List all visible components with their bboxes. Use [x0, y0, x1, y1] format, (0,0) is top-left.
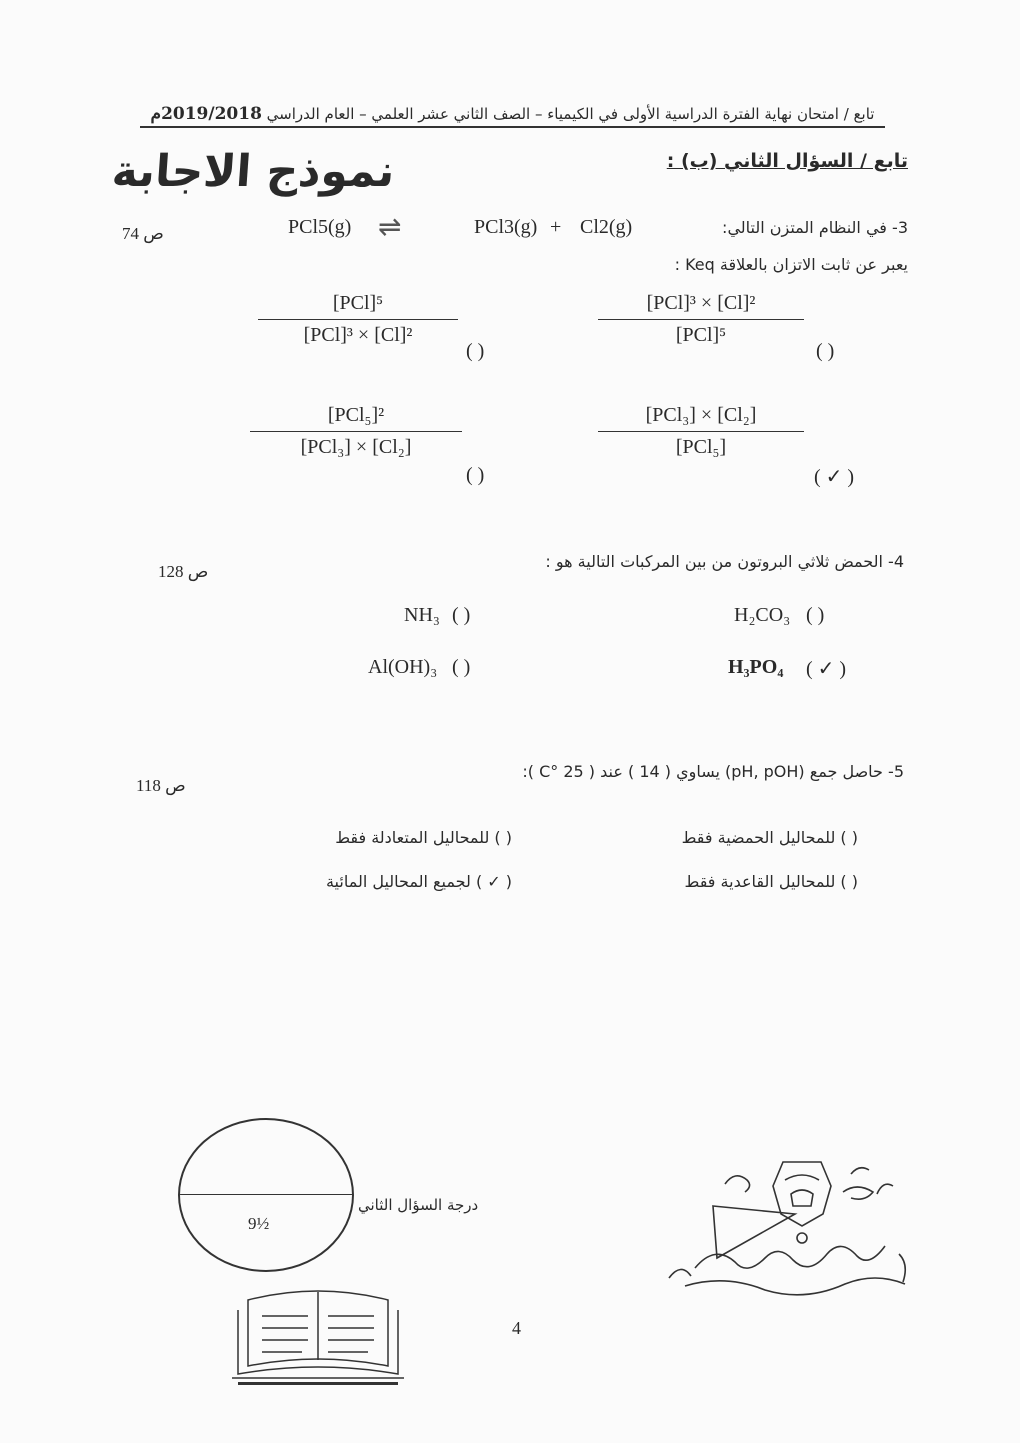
grade-oval [178, 1118, 354, 1272]
q3-product-1: PCl3(g) [474, 216, 538, 238]
q4-prompt: 4- الحمض ثلاثي البروتون من بين المركبات التالية هو : [545, 552, 904, 571]
q5-option-all-aqueous [326, 872, 512, 891]
q3-option-2-denominator: [PCl]⁵ [675, 324, 727, 346]
q4-option-nh3: NH₃ [404, 604, 440, 626]
q5-option-acidic [682, 828, 858, 847]
q3-prompt: 3- في النظام المتزن التالي: [722, 218, 908, 237]
ministry-emblem-icon [655, 1158, 930, 1298]
q4-option-h3po4: H₃PO₄ [728, 656, 784, 678]
q4-option-h2co3: H₂CO₃ [734, 604, 791, 626]
q3-page-ref: ص 74 [122, 224, 164, 243]
answer-key-title: نموذج الاجابة [110, 146, 397, 197]
q3-option-1 [258, 292, 458, 347]
q3-option-3 [250, 404, 462, 459]
q3-option-3-mark: ( ) [466, 464, 485, 486]
q3-plus: + [550, 216, 562, 238]
q5-option-neutral-mark: ( ) [494, 828, 512, 847]
q3-option-1-mark: ( ) [466, 340, 485, 362]
q4-option-aloh3: Al(OH)₃ [368, 656, 438, 678]
q3-option-2 [598, 292, 804, 347]
q4-option-nh3-mark: ( ) [452, 604, 471, 626]
q4-option-h3po4-mark: ( ✓ ) [806, 658, 847, 680]
grade-value: 9½ [248, 1214, 270, 1233]
open-book-stamp-icon [218, 1282, 418, 1392]
q5-option-all-aqueous-mark: ( ✓ ) [475, 872, 512, 891]
q3-option-2-mark: ( ) [816, 340, 835, 362]
q3-option-3-denominator: [PCl₃] × [Cl₂] [300, 436, 412, 458]
q5-option-basic-text: للمحاليل القاعدية فقط [684, 872, 836, 891]
exam-header [140, 104, 885, 128]
section-title: تابع / السؤال الثاني (ب) : [666, 150, 908, 172]
q3-option-3-numerator: [PCl₅]² [327, 404, 385, 426]
grade-oval-divider [180, 1194, 352, 1195]
exam-year: 2019/2018م [150, 104, 262, 124]
q3-product-2: Cl2(g) [580, 216, 633, 238]
q3-option-2-numerator: [PCl]³ × [Cl]² [646, 292, 756, 314]
page-number: 4 [512, 1318, 521, 1338]
q5-option-basic-mark: ( ) [840, 872, 858, 891]
grading-committee-stamp [218, 1282, 418, 1396]
q3-option-4-numerator: [PCl₃] × [Cl₂] [645, 404, 757, 426]
ministry-stamp-text-top: وزارة التربية [715, 1170, 721, 1171]
ministry-stamp [655, 1158, 930, 1302]
q5-prompt: 5- حاصل جمع (pH, pOH) يساوي ( 14 ) عند ( 25 °C ): [522, 762, 904, 781]
q5-option-basic [685, 872, 858, 891]
q3-option-1-denominator: [PCl]³ × [Cl]² [303, 324, 413, 346]
q5-option-all-aqueous-text: لجميع المحاليل المائية [325, 872, 471, 891]
q5-page-ref: ص 118 [136, 776, 186, 795]
q3-option-1-numerator: [PCl]⁵ [332, 292, 384, 314]
q5-option-neutral-text: للمحاليل المتعادلة فقط [335, 828, 490, 847]
q3-keq-line: يعبر عن ثابت الاتزان بالعلاقة Keq : [674, 255, 908, 274]
q3-reactant: PCl5(g) [288, 216, 352, 238]
q5-option-neutral [335, 828, 512, 847]
equilibrium-arrow-icon: ⇌ [378, 212, 402, 243]
grade-label: درجة السؤال الثاني [358, 1196, 479, 1214]
q3-option-4 [598, 404, 804, 459]
exam-header-text: تابع / امتحان نهاية الفترة الدراسية الأولى في الكيمياء – الصف الثاني عشر العلمي – العام الدراسي [261, 105, 875, 123]
q4-option-aloh3-mark: ( ) [452, 656, 471, 678]
q4-page-ref: ص 128 [158, 562, 209, 581]
q3-option-4-mark: ( ✓ ) [814, 466, 855, 488]
q5-option-acidic-text: للمحاليل الحمضية فقط [681, 828, 836, 847]
q3-option-4-denominator: [PCl₅] [675, 436, 727, 458]
q5-option-acidic-mark: ( ) [840, 828, 858, 847]
q4-option-h2co3-mark: ( ) [806, 604, 825, 626]
